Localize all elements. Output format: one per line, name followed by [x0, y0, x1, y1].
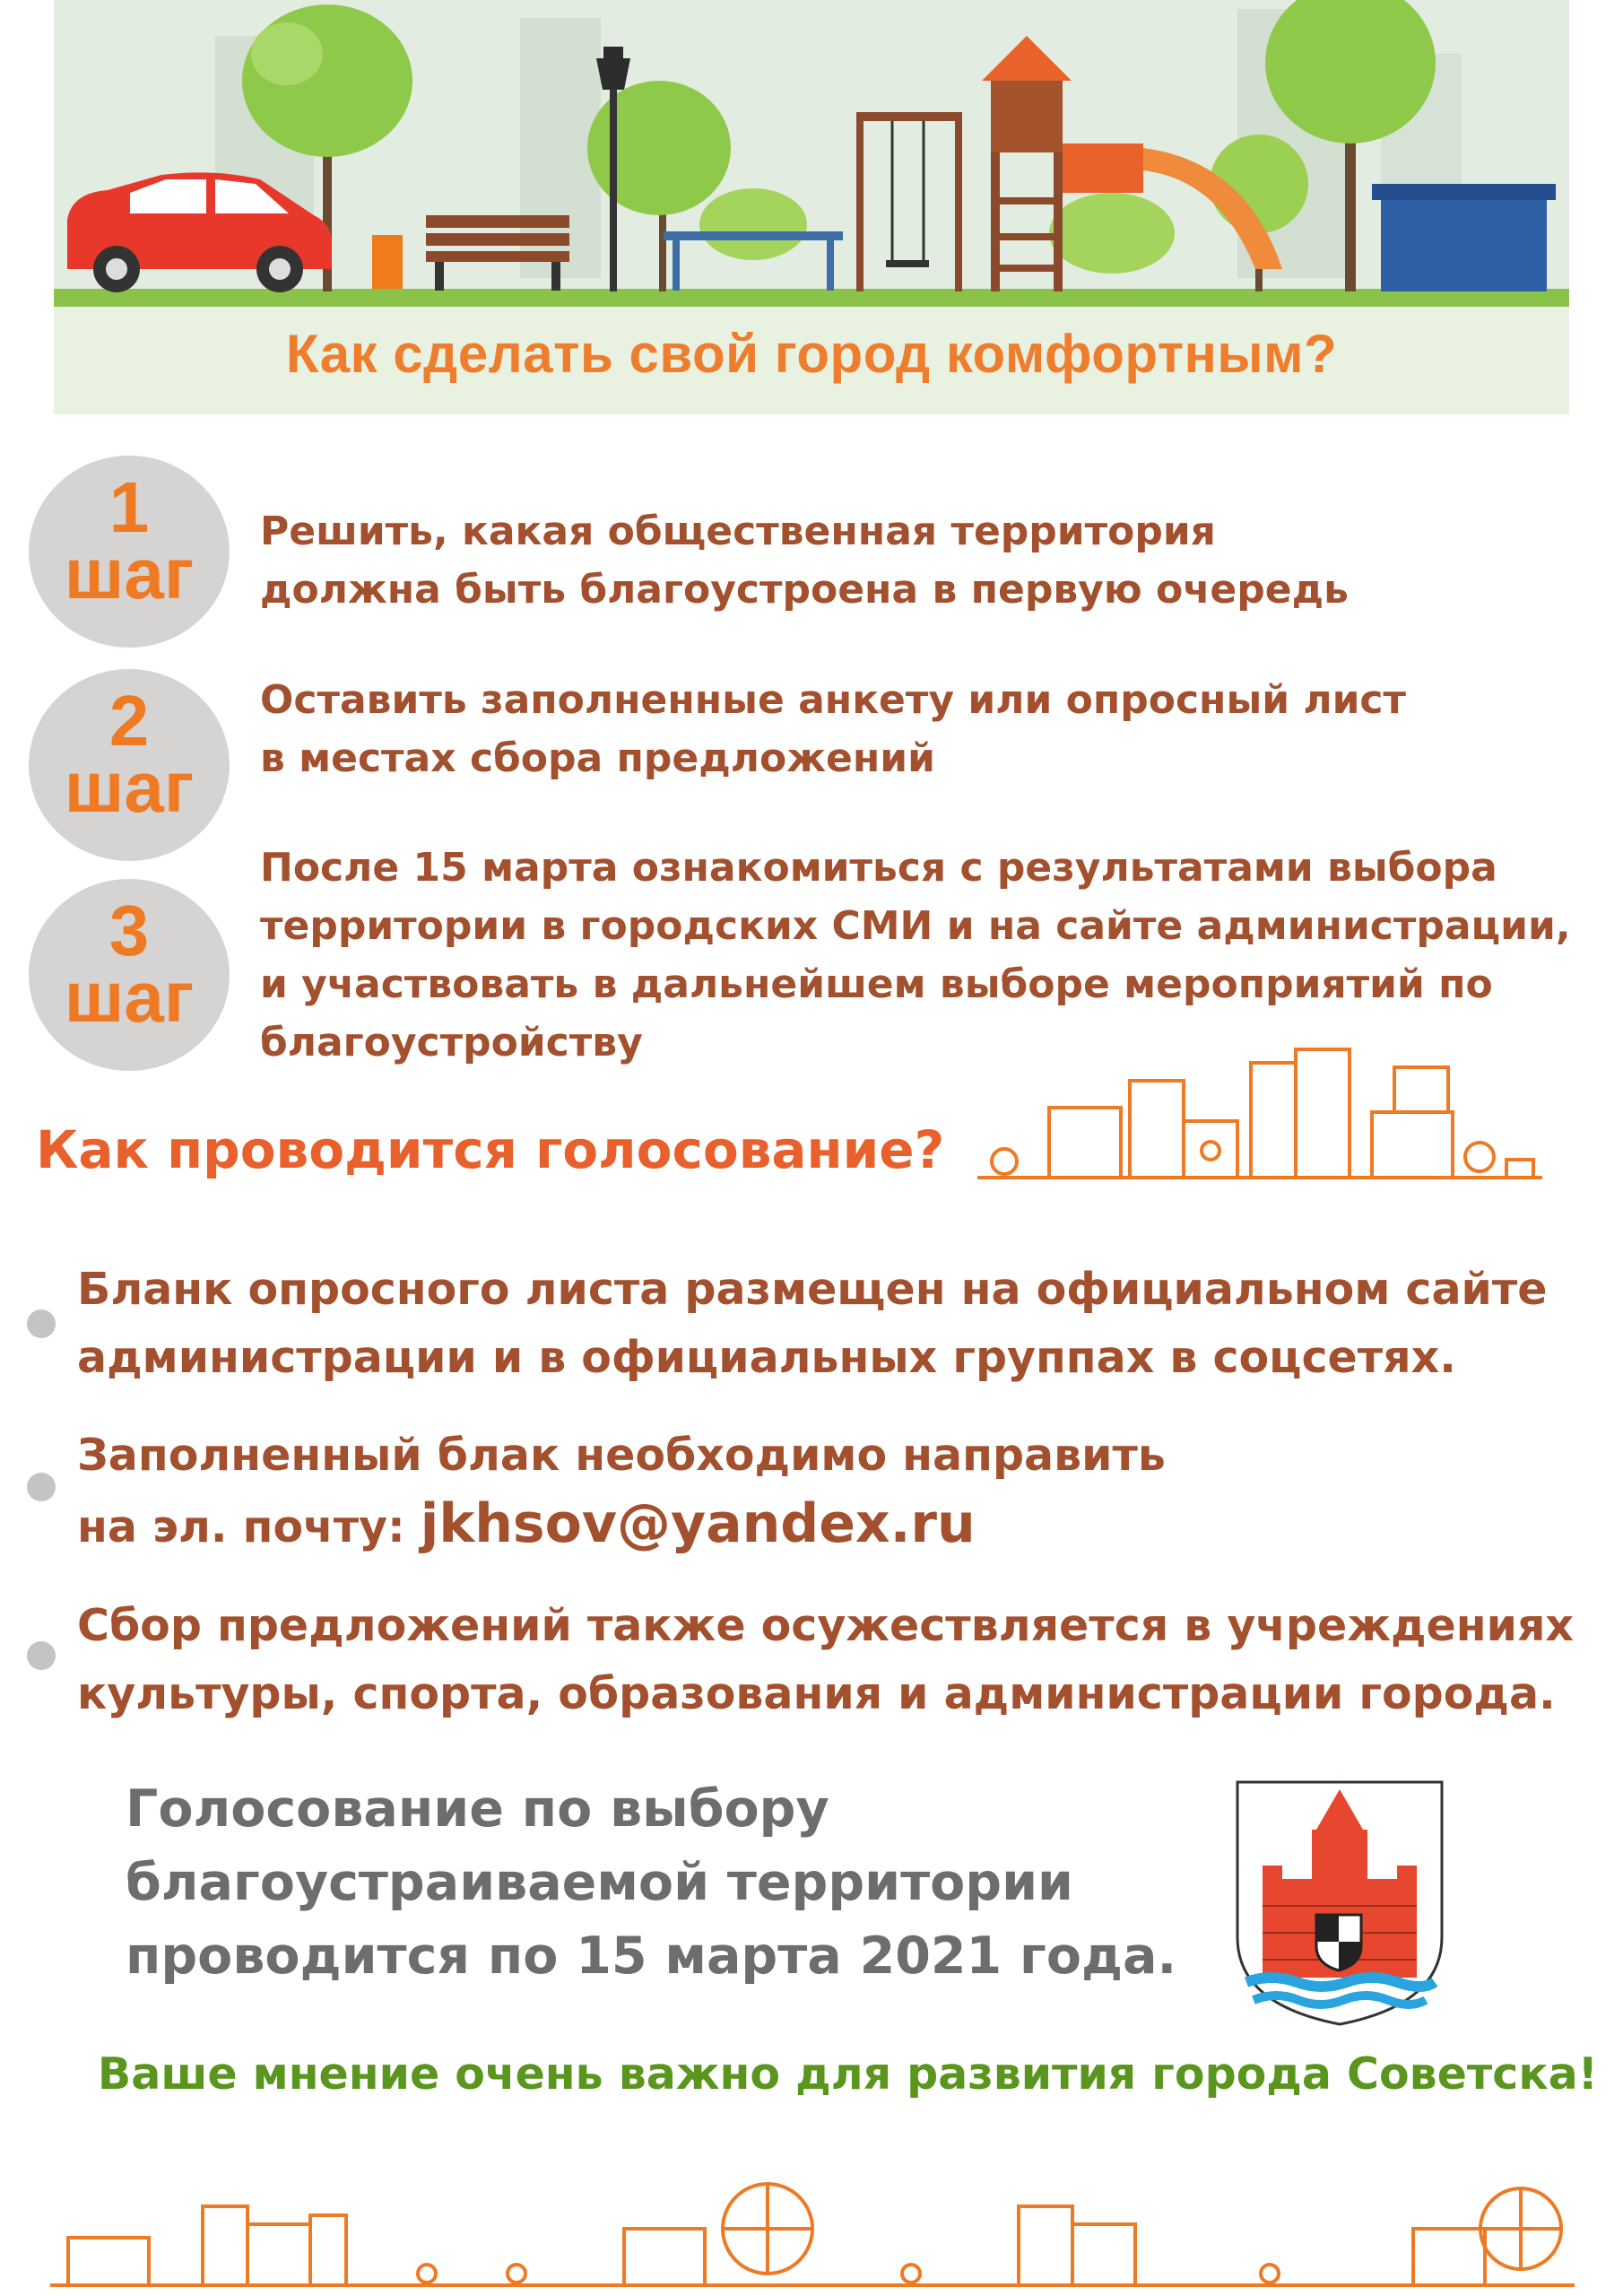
step-badge-3 [29, 879, 230, 1071]
step-number: 3 [108, 891, 150, 970]
step-word: шаг [64, 957, 195, 1037]
step-number: 2 [108, 681, 150, 761]
email-prefix: на эл. почту: [77, 1501, 421, 1552]
step-line: должна быть благоустроена в первую очередь [260, 567, 1349, 613]
banner-title: Как сделать свой город комфортным? [285, 324, 1338, 384]
deadline-line: Голосование по выбору [126, 1779, 829, 1839]
step-word: шаг [64, 534, 195, 613]
city-skyline-icon [977, 1045, 1542, 1184]
bullet-2 [77, 1422, 1601, 1561]
step-word: шаг [64, 747, 195, 827]
step-line: Оставить заполненные анкету или опросный лист [260, 677, 1407, 723]
bullet-dot [27, 1641, 56, 1670]
bullet-line: Сбор предложений также осужествляется в учреждениях [77, 1600, 1575, 1651]
step-line: После 15 марта ознакомиться с результатами выбора [260, 845, 1497, 891]
bullet-line: культуры, спорта, образования и администрации города. [77, 1668, 1556, 1719]
coat-of-arms-icon [1236, 1780, 1444, 2027]
step-badge-2 [29, 669, 230, 861]
header-banner [54, 0, 1569, 414]
voting-heading: Как проводится голосование? [36, 1119, 945, 1180]
step-text-2 [260, 671, 1578, 787]
closing-message: Ваше мнение очень важно для развития города Советска! [97, 2048, 1598, 2100]
step-badge-1 [29, 456, 230, 648]
footer-skyline-icon [50, 2152, 1575, 2292]
step-number: 1 [108, 467, 150, 547]
deadline-text [126, 1772, 1202, 1993]
step-text-1 [260, 502, 1578, 619]
email-link[interactable]: jkhsov@yandex.ru [420, 1492, 976, 1555]
bullet-line: администрации и в официальных группах в соцсетях. [77, 1332, 1456, 1383]
bullet-line: Заполненный блак необходимо направить [77, 1430, 1166, 1481]
bullet-3 [77, 1592, 1601, 1728]
deadline-line: благоустраиваемой территории [126, 1853, 1073, 1912]
step-line: территории в городских СМИ и на сайте администрации, [260, 903, 1571, 949]
bullet-dot [27, 1309, 56, 1338]
step-line: благоустройству [260, 1020, 643, 1065]
bullet-dot [27, 1473, 56, 1501]
bullet-line: Бланк опросного листа размещен на официальном сайте [77, 1264, 1548, 1315]
step-line: и участвовать в дальнейшем выборе мероприятий по [260, 961, 1493, 1007]
step-line: Решить, какая общественная территория [260, 509, 1216, 554]
step-text-3 [260, 839, 1578, 1072]
container-icon [1372, 184, 1556, 291]
step-line: в местах сбора предложений [260, 735, 935, 781]
bullet-1 [77, 1256, 1601, 1392]
deadline-line: проводится по 15 марта 2021 года. [126, 1926, 1177, 1986]
bullet-line [77, 1490, 1601, 1561]
